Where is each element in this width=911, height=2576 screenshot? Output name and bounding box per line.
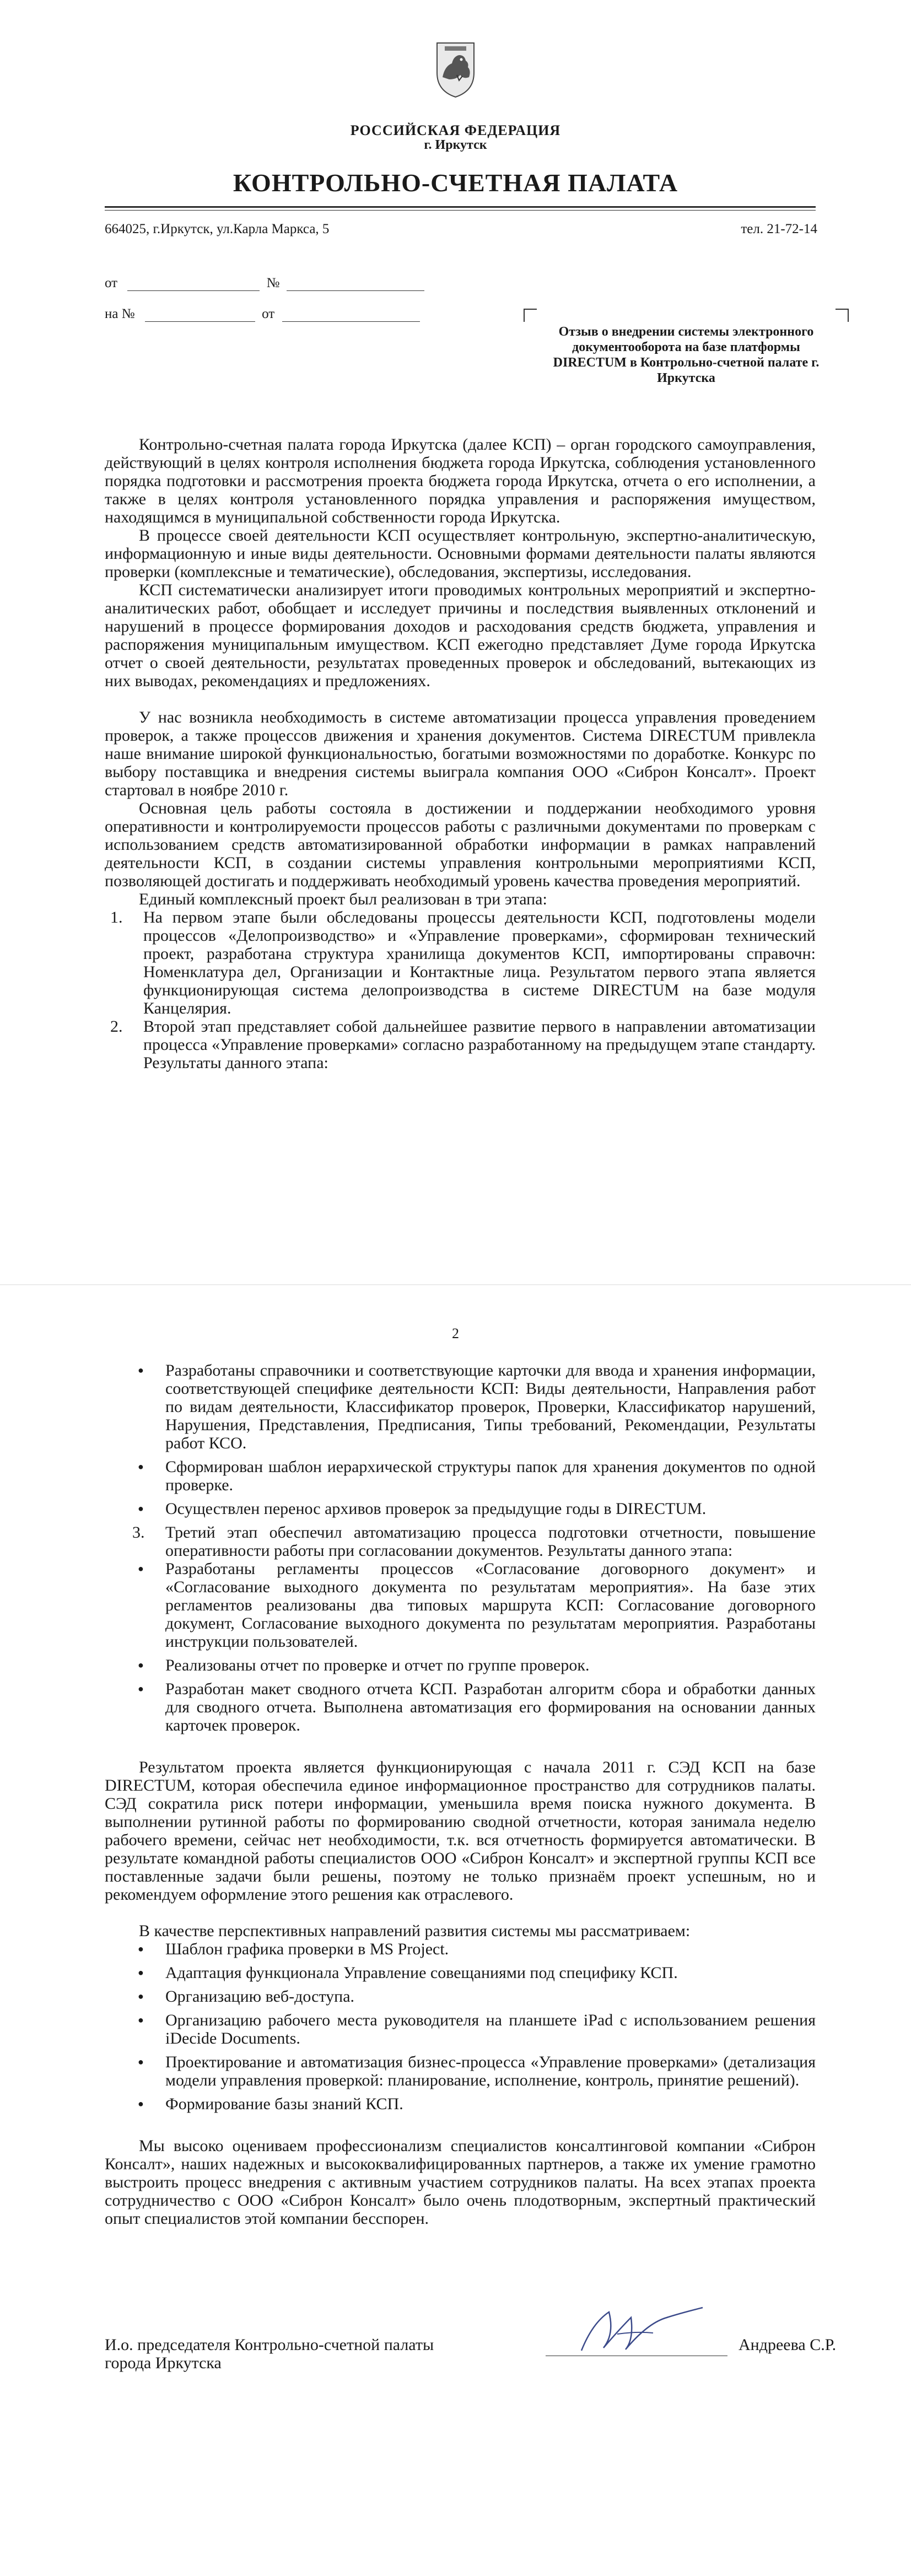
- list-item: ● Формирование базы знаний КСП.: [138, 2095, 816, 2113]
- paragraph: Основная цель работы состояла в достижении и поддержании необходимого уровня оперативности и контролируемости процессов работы с различными документами по проверкам с использованием средств автоматизированной обработки информации в рамках направлений деятельности КСП, в создании системы управления контрольными мероприятиями КСП, позволяющей достигать и поддерживать необходимый уровень качества проведения мероприятий.: [105, 799, 816, 890]
- to-from-label: от: [262, 306, 275, 321]
- stage-number: 3.: [132, 1523, 145, 1542]
- signatory-position: [105, 2336, 434, 2372]
- list-item: ● Реализованы отчет по проверке и отчет по группе проверок.: [138, 1656, 816, 1674]
- paragraph: Единый комплексный проект был реализован в три этапа:: [139, 890, 547, 908]
- handwritten-signature-icon: [570, 2301, 714, 2356]
- stage-number: 1.: [110, 908, 123, 926]
- stage-text: Третий этап обеспечил автоматизацию процесса подготовки отчетности, повышение оперативности работы при согласовании документов. Результаты данного этапа:: [165, 1523, 816, 1560]
- header-rule-thick: [105, 206, 816, 208]
- stage-item: [105, 1523, 816, 1560]
- stage-item: [105, 908, 816, 1017]
- letter-body-page-1: [105, 435, 816, 1072]
- paragraph: В процессе своей деятельности КСП осуществляет контрольную, экспертно-аналитическую, информационную и иные виды деятельности. Основными формами деятельности палаты являются проверки (комплексные и тематические), обследования, экспертизы, исследования.: [105, 526, 816, 581]
- paragraph: Результатом проекта является функционирующая с начала 2011 г. СЭД КСП на базе DIRECTUM, которая обеспечила единое информационное пространство для сотрудников палаты. СЭД сократила риск потери информации, уменьшила время поиска нужного документа. В выполнении рутинной работы по формированию сводной отчетности, которая занимала неделю рабочего времени, сейчас нет необходимости, т.к. вся отчетность формируется автоматически. В результате командной работы специалистов ООО «Сиброн Консалт» и экспертной группы КСП все поставленные задачи были решены, поэтому не только признаём проект успешным, но и рекомендуем оформление этого решения как отраслевого.: [105, 1758, 816, 1904]
- subject-block: [524, 309, 849, 391]
- stage-item: [105, 1017, 816, 1072]
- list-item: ● Осуществлен перенос архивов проверок за предыдущие годы в DIRECTUM.: [138, 1500, 816, 1518]
- number-label: №: [266, 276, 280, 290]
- requisite-line-from: [105, 276, 424, 291]
- letter-subject: Отзыв о внедрении системы электронного документооборота на базе платформы DIRECTUM в Контрольно-счетной палате г. Иркутска: [553, 325, 820, 385]
- list-item: ● Организацию рабочего места руководителя на планшете iPad с использованием решения iDecide Documents.: [138, 2011, 816, 2047]
- requisite-line-to: [105, 306, 420, 322]
- stage-number: 2.: [110, 1017, 123, 1036]
- page-number: 2: [452, 1325, 459, 1341]
- position-line: И.о. председателя Контрольно-счетной палаты: [105, 2336, 434, 2354]
- organization-address: 664025, г.Иркутск, ул.Карла Маркса, 5: [105, 222, 330, 236]
- organization-name: КОНТРОЛЬНО-СЧЕТНАЯ ПАЛАТА: [233, 169, 678, 197]
- paragraph: КСП систематически анализирует итоги проводимых контрольных мероприятий и экспертно-аналитических работ, обобщает и исследует причины и последствия выявленных отклонений и нарушений в процессе формирования доходов и расходования средств бюджета, управления и распоряжения муниципальным имуществом. КСП ежегодно представляет Думе города Иркутска отчет о своей деятельности, результатах проведенных проверок и обследований, вытекающих из них выводах, рекомендациях и предложениях.: [105, 581, 816, 690]
- irkutsk-coat-of-arms-icon: [433, 39, 478, 99]
- list-item: ● Адаптация функционала Управление совещаниями под специфику КСП.: [138, 1964, 816, 1982]
- list-item: ● Разработаны регламенты процессов «Согласование договорного документ» и «Согласование выходного документа по результатам мероприятия». На базе этих регламентов реализованы два типовых маршрута КСП: Согласование договорного документ, Согласование выходного документа по результатам мероприятия. Разработаны инструкции пользователей.: [138, 1560, 816, 1651]
- signatory-name: Андреева С.Р.: [738, 2336, 837, 2354]
- letter-page-1: [0, 0, 911, 1284]
- perspectives-list: [105, 1940, 816, 2113]
- page-separator: [0, 1284, 911, 1285]
- corner-mark-right: [835, 309, 849, 322]
- letter-body-page-2: [105, 1361, 816, 2228]
- paragraph: У нас возникла необходимость в системе автоматизации процесса управления проведением проверок, а также процессов движения и хранения документов. Система DIRECTUM привлекла наше внимание широкой функциональностью, богатыми возможностями по доработке. Конкурс по выбору поставщика и внедрения системы выиграла компания ООО «Сиброн Консалт». Проект стартовал в ноябре 2010 г.: [105, 708, 816, 799]
- list-item: ● Разработан макет сводного отчета КСП. Разработан алгоритм сбора и обработки данных для сводного отчета. Выполнена автоматизация его формирования на основании данных карточек проверок.: [138, 1680, 816, 1734]
- position-line: города Иркутска: [105, 2354, 222, 2372]
- incoming-date-blank: [282, 308, 420, 322]
- date-blank: [127, 277, 260, 291]
- stage2-results-list: [105, 1361, 816, 1518]
- organization-phone: тел. 21-72-14: [741, 222, 817, 236]
- paragraph: Мы высоко оцениваем профессионализм специалистов консалтинговой компании «Сиброн Консалт», наших надежных и высококвалифицированных партнеров, а также их умение грамотно выстроить процесс внедрения с активным участием сотрудников палаты. На всех этапах проекта сотрудничество с ООО «Сиброн Консалт» было очень плодотворным, экспертный практический опыт специалистов этой компании бесспорен.: [105, 2137, 816, 2228]
- header-rule-thin: [105, 210, 816, 211]
- incoming-number-blank: [145, 308, 255, 322]
- list-item: ● Сформирован шаблон иерархической структуры папок для хранения документов по одной проверке.: [138, 1458, 816, 1494]
- stage3-results-list: [105, 1560, 816, 1734]
- from-label: от: [105, 276, 118, 290]
- list-item: ● Организацию веб-доступа.: [138, 1987, 816, 2006]
- list-item: ● Шаблон графика проверки в MS Project.: [138, 1940, 816, 1958]
- paragraph: В качестве перспективных направлений развития системы мы рассматриваем:: [139, 1922, 691, 1940]
- list-item: ● Разработаны справочники и соответствующие карточки для ввода и хранения информации, соответствующей специфике деятельности КСП: Виды деятельности, Направления работ по видам деятельности, Классификатор проверок, Проверки, Классификатор нарушений, Нарушения, Представления, Предписания, Типы требований, Рекомендации, Результаты работ КСО.: [138, 1361, 816, 1452]
- country-name: РОССИЙСКАЯ ФЕДЕРАЦИЯ: [350, 122, 561, 138]
- corner-mark-left: [524, 309, 537, 322]
- to-number-label: на №: [105, 306, 135, 321]
- stage-text: На первом этапе были обследованы процессы деятельности КСП, подготовлены модели процессов «Делопроизводство» и «Управление проверками», сформирован технический проект, разработана структура хранилища документов КСП, импортированы справочн: Номенклатура дел, Организации и Контактные лица. Результатом первого этапа является функционирующая система делопроизводства в системе DIRECTUM на базе модуля Канцелярия.: [143, 908, 816, 1017]
- number-blank: [287, 277, 424, 291]
- paragraph: Контрольно-счетная палата города Иркутска (далее КСП) – орган городского самоуправления, действующий в целях контроля исполнения бюджета города Иркутска, соблюдения установленного порядка подготовки и рассмотрения проекта бюджета города Иркутска, отчета о его исполнении, а также в целях контроля установленного порядка управления и распоряжения имуществом, находящимся в муниципальной собственности города Иркутска.: [105, 435, 816, 526]
- city-name: г. Иркутск: [424, 138, 487, 152]
- stage-text: Второй этап представляет собой дальнейшее развитие первого в направлении автоматизации процесса «Управление проверками» согласно разработанному на предыдущем этапе стандарту. Результаты данного этапа:: [143, 1017, 816, 1072]
- list-item: ● Проектирование и автоматизация бизнес-процесса «Управление проверками» (детализация модели управления проверкой: планирование, исполнение, контроль, принятие решений).: [138, 2053, 816, 2089]
